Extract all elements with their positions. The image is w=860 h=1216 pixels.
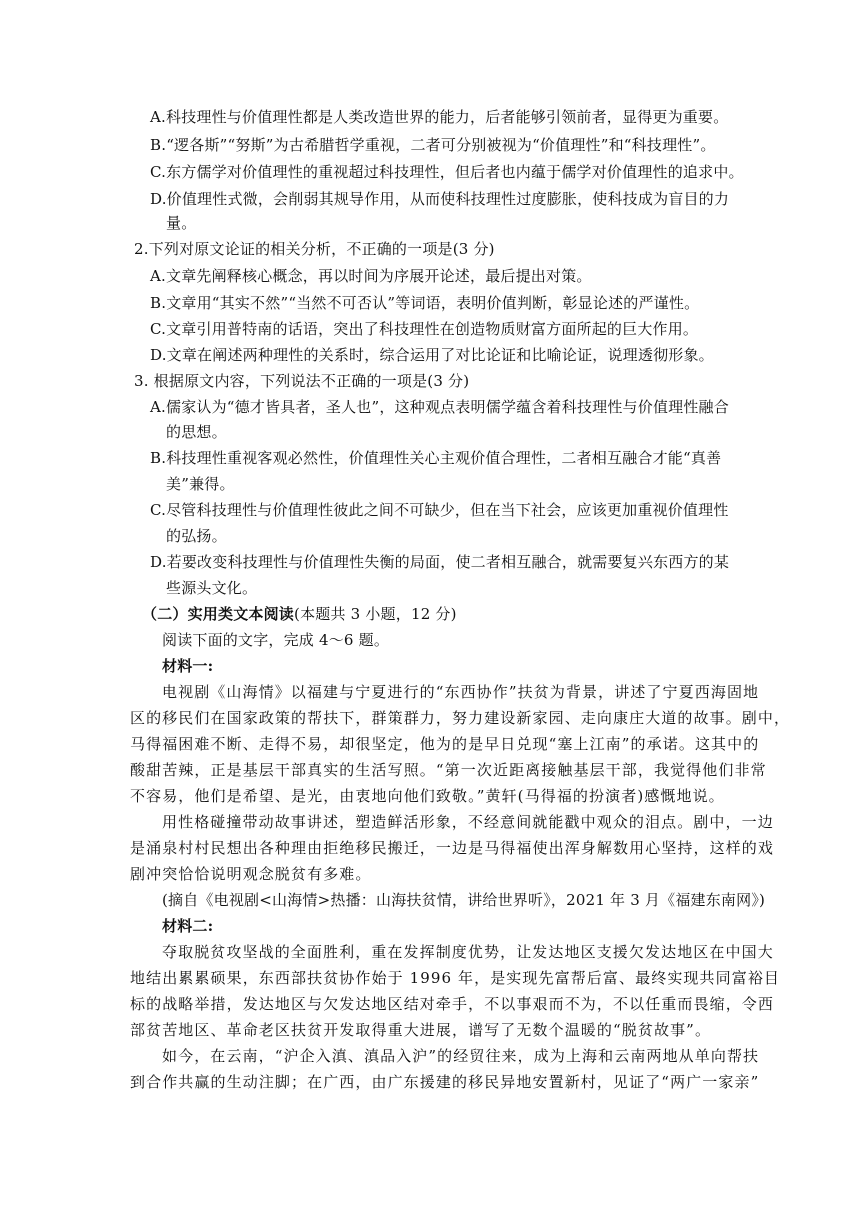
q1-option-a: A.科技理性与价值理性都是人类改造世界的能力，后者能够引领前者，显得更为重要。 xyxy=(150,108,729,126)
section-heading-title: （二）实用类文本阅读 xyxy=(142,605,295,623)
material1-line: 酸甜苦辣，正是基层干部真实的生活写照。“第一次近距离接触基层干部，我觉得他们非常 xyxy=(130,761,767,779)
material2-line: 夺取脱贫攻坚战的全面胜利，重在发挥制度优势，让发达地区支援欠发达地区在中国大 xyxy=(162,943,774,961)
q3-option-b-continued: 美”兼得。 xyxy=(166,475,235,493)
section-heading-note: (本题共 3 小题，12 分) xyxy=(294,605,457,623)
material1-line: 用性格碰撞带动故事讲述，塑造鲜活形象，不经意间就能戳中观众的泪点。剧中，一边 xyxy=(162,813,774,831)
section-instruction: 阅读下面的文字，完成 4～6 题。 xyxy=(162,631,390,649)
q2-stem: 2.下列对原文论证的相关分析，不正确的一项是(3 分) xyxy=(134,240,495,258)
q3-option-b: B.科技理性重视客观必然性，价值理性关心主观价值合理性，二者相互融合才能“真善 xyxy=(150,449,722,467)
q2-option-c: C.文章引用普特南的话语，突出了科技理性在创造物质财富方面所起的巨大作用。 xyxy=(150,320,699,338)
material2-line: 标的战略举措，发达地区与欠发达地区结对牵手，不以事艰而不为，不以任重而畏缩，令西 xyxy=(130,995,775,1013)
material1-line: 是涌泉村村民想出各种理由拒绝移民搬迁，一边是马得福使出浑身解数用心坚持，这样的戏 xyxy=(130,839,775,857)
material2-line: 到合作共赢的生动注脚；在广西，由广东援建的移民异地安置新村，见证了“两广一家亲” xyxy=(130,1073,760,1091)
q1-option-c: C.东方儒学对价值理性的重视超过科技理性，但后者也内蕴于儒学对价值理性的追求中。 xyxy=(150,163,744,181)
material2-line: 部贫苦地区、革命老区扶贫开发取得重大进展，谱写了无数个温暖的“脱贫故事”。 xyxy=(130,1021,712,1039)
q2-option-b: B.文章用“其实不然”“当然不可否认”等词语，表明价值判断，彰显论述的严谨性。 xyxy=(150,294,700,312)
q3-option-a-continued: 的思想。 xyxy=(166,423,227,441)
q2-option-d: D.文章在阐述两种理性的关系时，综合运用了对比论证和比喻论证，说理透彻形象。 xyxy=(150,346,714,364)
material1-source: (摘自《电视剧<山海情>热播：山海扶贫情，讲给世界听》，2021 年 3 月《福建东南网》) xyxy=(162,891,766,909)
q1-option-b: B.“逻各斯”“努斯”为古希腊哲学重视，二者可分别被视为“价值理性”和“科技理性”。 xyxy=(150,136,716,154)
q3-option-d: D.若要改变科技理性与价值理性失衡的局面，使二者相互融合，就需要复兴东西方的某 xyxy=(150,553,730,571)
q3-stem: 3. 根据原文内容，下列说法不正确的一项是(3 分) xyxy=(134,372,470,390)
material2-line: 地结出累累硕果，东西部扶贫协作始于 1996 年，是实现先富帮后富、最终实现共同富裕目 xyxy=(130,969,781,987)
material1-label: 材料一: xyxy=(162,657,214,675)
material1-line: 马得福困难不断、走得不易，却很坚定，他为的是早日兑现“塞上江南”的承诺。这其中的 xyxy=(130,735,760,753)
material1-line: 电视剧《山海情》以福建与宁夏进行的“东西协作”扶贫为背景，讲述了宁夏西海固地 xyxy=(162,683,760,701)
q3-option-a: A.儒家认为“德才皆具者，圣人也”，这种观点表明儒学蕴含着科技理性与价值理性融合 xyxy=(150,398,729,416)
q1-option-d: D.价值理性式微，会削弱其规导作用，从而使科技理性过度膨胀，使科技成为盲目的力 xyxy=(150,190,730,208)
material2-label: 材料二: xyxy=(162,917,214,935)
q3-option-d-continued: 些源头文化。 xyxy=(166,579,258,597)
q1-option-d-continued: 量。 xyxy=(166,214,197,232)
q3-option-c: C.尽管科技理性与价值理性彼此之间不可缺少，但在当下社会，应该更加重视价值理性 xyxy=(150,501,729,519)
q2-option-a: A.文章先阐释核心概念，再以时间为序展开论述，最后提出对策。 xyxy=(150,267,592,285)
material1-line: 剧冲突恰恰说明观念脱贫有多难。 xyxy=(130,865,372,883)
material2-line: 如今，在云南，“沪企入滇、滇品入沪”的经贸往来，成为上海和云南两地从单向帮扶 xyxy=(162,1047,760,1065)
material1-line: 区的移民们在国家政策的帮扶下，群策群力，努力建设新家园、走向康庄大道的故事。剧中， xyxy=(130,709,791,727)
material1-line: 不容易，他们是希望、是光，由衷地向他们致敬。”黄轩(马得福的扮演者)感慨地说。 xyxy=(130,787,725,805)
section-heading xyxy=(142,604,457,624)
q3-option-c-continued: 的弘扬。 xyxy=(166,527,227,545)
